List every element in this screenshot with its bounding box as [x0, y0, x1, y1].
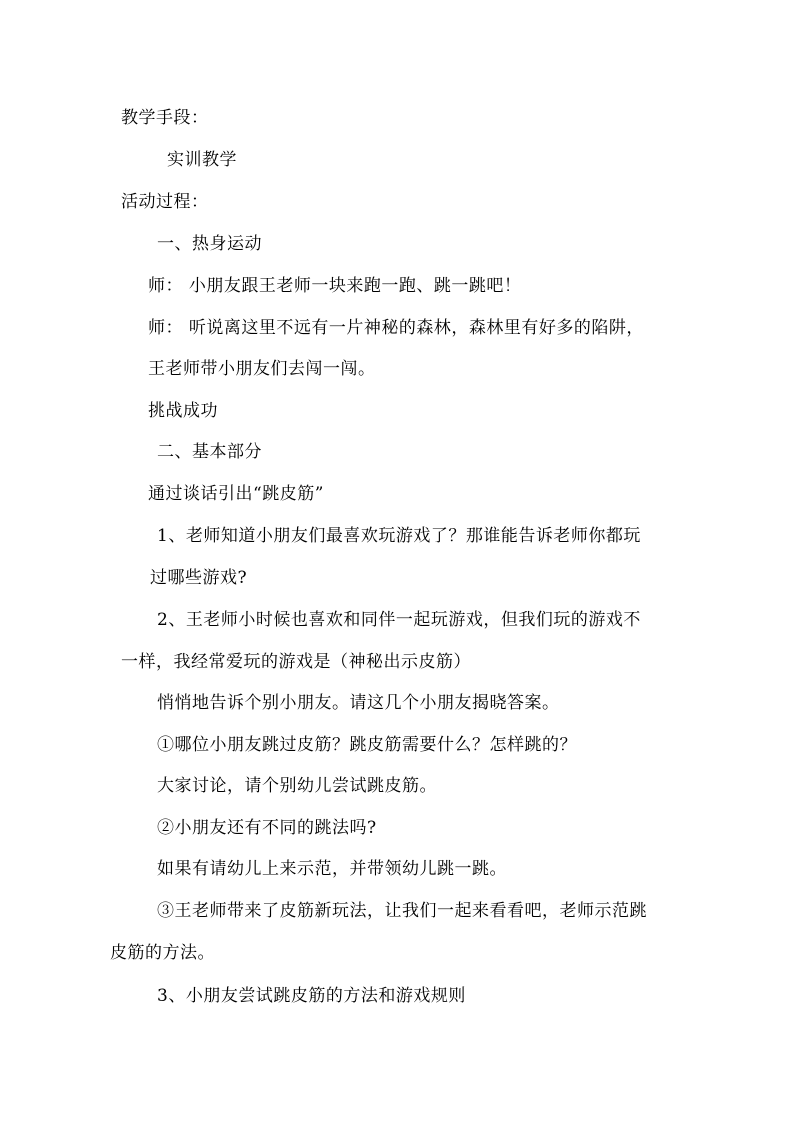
subitem-3-line-2: 皮筋的方法。 [110, 943, 215, 963]
paragraph-teacher-line-2: 师： 听说离这里不远有一片神秘的森林，森林里有好多的陷阱， [148, 318, 644, 338]
subitem-1-note: 大家讨论，请个别幼儿尝试跳皮筋。 [157, 776, 437, 796]
subitem-1: ①哪位小朋友跳过皮筋？跳皮筋需要什么？怎样跳的？ [157, 735, 577, 755]
text-practical-teaching: 实训教学 [167, 150, 237, 170]
section-warmup: 一、热身运动 [157, 234, 262, 254]
item-1-line-1: 1、老师知道小朋友们最喜欢玩游戏了？那谁能告诉老师你都玩 [157, 526, 641, 546]
heading-activity-process: 活动过程： [121, 192, 209, 212]
paragraph-teacher-line-2-cont: 王老师带小朋友们去闯一闯。 [148, 359, 376, 379]
item-2-line-3: 悄悄地告诉个别小朋友。请这几个小朋友揭晓答案。 [157, 693, 560, 713]
item-1-line-2: 过哪些游戏? [150, 568, 248, 588]
item-2-line-1: 2、王老师小时候也喜欢和同伴一起玩游戏，但我们玩的游戏不 [157, 610, 641, 630]
subitem-2: ②小朋友还有不同的跳法吗? [157, 818, 377, 838]
subitem-3-line-1: ③王老师带来了皮筋新玩法，让我们一起来看看吧，老师示范跳 [157, 901, 647, 921]
paragraph-teacher-line-1: 师： 小朋友跟王老师一块来跑一跑、跳一跳吧！ [148, 276, 522, 296]
section-basic-part: 二、基本部分 [157, 442, 262, 462]
text-challenge-success: 挑战成功 [148, 401, 218, 421]
item-3: 3、小朋友尝试跳皮筋的方法和游戏规则 [157, 986, 466, 1006]
subitem-2-note: 如果有请幼儿上来示范，并带领幼儿跳一跳。 [157, 859, 507, 879]
heading-teaching-means: 教学手段： [121, 108, 209, 128]
item-2-line-2: 一样，我经常爱玩的游戏是（神秘出示皮筋） [121, 652, 471, 672]
text-intro-jump-rope: 通过谈话引出“跳皮筋” [148, 484, 324, 504]
